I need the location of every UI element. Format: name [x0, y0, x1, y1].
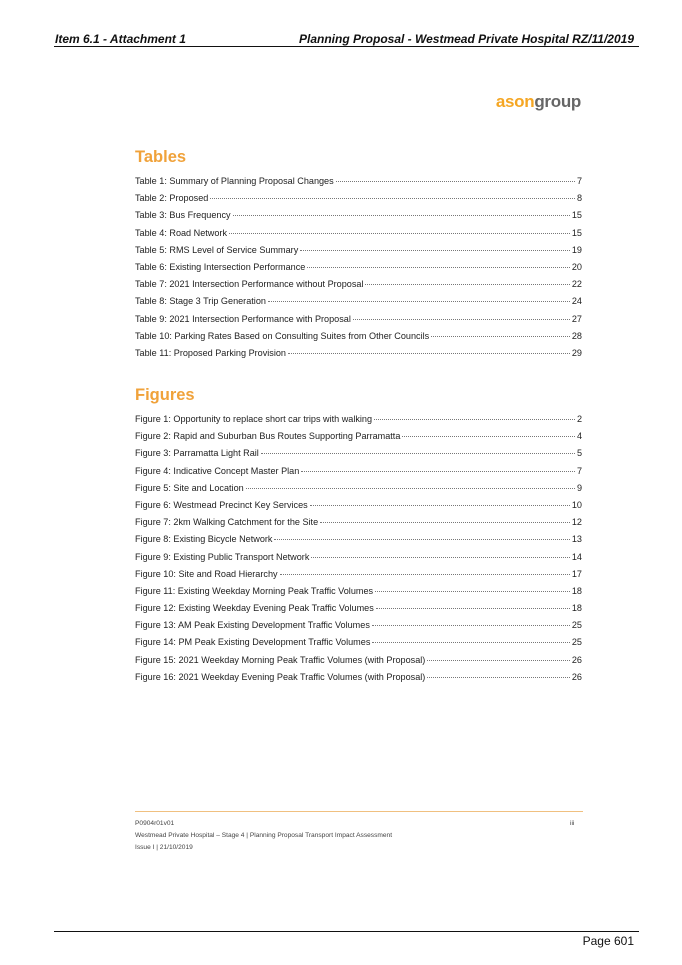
toc-entry[interactable] [135, 603, 582, 620]
toc-entry-page: 26 [571, 654, 582, 665]
toc-entry[interactable] [135, 431, 582, 448]
toc-entry[interactable] [135, 569, 582, 586]
toc-entry[interactable] [135, 314, 582, 331]
toc-dot-leader [274, 539, 569, 540]
toc-entry-label: Figure 15: 2021 Weekday Morning Peak Traffic Volumes (with Proposal) [135, 654, 426, 665]
toc-entry-label: Table 3: Bus Frequency [135, 210, 231, 221]
toc-entry[interactable] [135, 176, 582, 193]
toc-entry-page: 18 [571, 585, 582, 596]
toc-entry-label: Table 4: Road Network [135, 227, 227, 238]
toc-dot-leader [268, 301, 570, 302]
toc-entry-label: Table 9: 2021 Intersection Performance with Proposal [135, 313, 351, 324]
toc-entry[interactable] [135, 620, 582, 637]
toc-entry-label: Figure 5: Site and Location [135, 482, 244, 493]
toc-dot-leader [233, 215, 570, 216]
toc-entry-label: Table 2: Proposed [135, 193, 209, 204]
toc-dot-leader [210, 198, 575, 199]
toc-entry[interactable] [135, 637, 582, 654]
toc-entry[interactable] [135, 655, 582, 672]
toc-entry-label: Table 1: Summary of Planning Proposal Changes [135, 176, 334, 186]
bottom-divider [54, 931, 639, 932]
toc-entry-label: Figure 14: PM Peak Existing Development Traffic Volumes [135, 637, 371, 648]
toc-entry-label: Figure 9: Existing Public Transport Network [135, 551, 310, 562]
asongroup-logo [496, 92, 581, 112]
toc-entry-page: 27 [571, 313, 582, 324]
toc-dot-leader [402, 436, 575, 437]
toc-dot-leader [353, 319, 570, 320]
toc-entry[interactable] [135, 296, 582, 313]
logo-part-ason: ason [495, 92, 535, 111]
toc-entry-label: Figure 16: 2021 Weekday Evening Peak Traffic Volumes (with Proposal) [135, 671, 426, 682]
toc-dot-leader [427, 677, 570, 678]
toc-entry-page: 4 [576, 431, 582, 442]
toc-entry-page: 8 [576, 193, 582, 204]
toc-entry-label: Table 7: 2021 Intersection Performance without Proposal [135, 279, 364, 290]
figures-heading: Figures [135, 386, 195, 404]
toc-entry-label: Figure 11: Existing Weekday Morning Peak Traffic Volumes [135, 585, 374, 596]
toc-dot-leader [375, 591, 570, 592]
toc-dot-leader [246, 488, 575, 489]
toc-dot-leader [311, 557, 570, 558]
footer-divider [135, 811, 583, 812]
toc-entry[interactable] [135, 193, 582, 210]
toc-entry-label: Figure 4: Indicative Concept Master Plan [135, 465, 300, 476]
toc-dot-leader [374, 419, 575, 420]
toc-entry-page: 20 [571, 261, 582, 272]
toc-entry-page: 19 [571, 244, 582, 255]
toc-entry[interactable] [135, 414, 582, 431]
toc-entry-label: Figure 8: Existing Bicycle Network [135, 534, 273, 545]
toc-dot-leader [365, 284, 569, 285]
toc-entry-label: Figure 7: 2km Walking Catchment for the Site [135, 517, 319, 528]
toc-dot-leader [261, 453, 575, 454]
toc-dot-leader [427, 660, 570, 661]
toc-dot-leader [372, 625, 570, 626]
toc-entry-page: 25 [571, 637, 582, 648]
toc-entry-page: 22 [571, 279, 582, 290]
toc-entry-page: 13 [571, 534, 582, 545]
toc-entry[interactable] [135, 552, 582, 569]
toc-entry[interactable] [135, 483, 582, 500]
toc-dot-leader [310, 505, 570, 506]
toc-dot-leader [320, 522, 570, 523]
toc-entry[interactable] [135, 210, 582, 227]
toc-entry[interactable] [135, 517, 582, 534]
toc-entry[interactable] [135, 245, 582, 262]
toc-entry-page: 14 [571, 551, 582, 562]
toc-entry-label: Table 10: Parking Rates Based on Consulting Suites from Other Councils [135, 330, 430, 341]
toc-entry-label: Table 11: Proposed Parking Provision [135, 347, 286, 358]
footer-page-roman: iii [570, 820, 575, 827]
toc-entry-label: Figure 13: AM Peak Existing Development Traffic Volumes [135, 620, 370, 631]
toc-entry-page: 12 [571, 517, 582, 528]
toc-entry[interactable] [135, 279, 582, 296]
toc-entry-label: Table 5: RMS Level of Service Summary [135, 244, 299, 255]
header-document-title: Planning Proposal - Westmead Private Hospital RZ/11/2019 [299, 32, 634, 46]
toc-dot-leader [431, 336, 570, 337]
toc-dot-leader [229, 233, 570, 234]
toc-entry-page: 25 [571, 620, 582, 631]
toc-dot-leader [372, 642, 570, 643]
toc-entry-page: 2 [576, 414, 582, 424]
toc-entry[interactable] [135, 586, 582, 603]
toc-entry[interactable] [135, 448, 582, 465]
toc-dot-leader [336, 181, 575, 182]
toc-dot-leader [301, 471, 575, 472]
toc-entry-label: Figure 1: Opportunity to replace short car trips with walking [135, 414, 373, 424]
toc-entry-label: Figure 6: Westmead Precinct Key Services [135, 499, 308, 510]
header-attachment-label: Item 6.1 - Attachment 1 [55, 32, 186, 46]
toc-entry[interactable] [135, 672, 582, 689]
toc-entry-page: 10 [571, 499, 582, 510]
logo-part-group: group [534, 92, 581, 111]
toc-dot-leader [300, 250, 570, 251]
toc-entry[interactable] [135, 500, 582, 517]
toc-entry-page: 15 [571, 227, 582, 238]
toc-entry-label: Table 8: Stage 3 Trip Generation [135, 296, 266, 307]
footer-project: Westmead Private Hospital – Stage 4 | Planning Proposal Transport Impact Assessment [135, 832, 393, 839]
toc-dot-leader [280, 574, 570, 575]
toc-entry-page: 28 [571, 330, 582, 341]
toc-entry[interactable] [135, 331, 582, 348]
toc-entry-page: 15 [571, 210, 582, 221]
toc-entry-page: 26 [571, 671, 582, 682]
toc-dot-leader [288, 353, 570, 354]
toc-entry-label: Figure 2: Rapid and Suburban Bus Routes Supporting Parramatta [135, 431, 401, 442]
tables-heading: Tables [135, 148, 187, 166]
toc-entry-page: 29 [571, 347, 582, 358]
footer-reference: P0904r01v01 [135, 820, 175, 827]
toc-dot-leader [307, 267, 570, 268]
toc-entry-page: 24 [571, 296, 582, 307]
tables-list [135, 176, 582, 365]
toc-entry-page: 7 [576, 465, 582, 476]
toc-entry[interactable] [135, 348, 582, 365]
toc-entry-label: Figure 3: Parramatta Light Rail [135, 448, 259, 459]
toc-entry-label: Table 6: Existing Intersection Performance [135, 261, 306, 272]
toc-entry-page: 7 [576, 176, 582, 186]
toc-entry[interactable] [135, 466, 582, 483]
footer-issue: Issue I | 21/10/2019 [135, 844, 193, 851]
toc-entry-page: 17 [571, 568, 582, 579]
toc-entry[interactable] [135, 262, 582, 279]
figures-list [135, 414, 582, 689]
page-number: Page 601 [582, 934, 634, 948]
toc-entry-page: 5 [576, 448, 582, 459]
toc-entry-page: 9 [576, 482, 582, 493]
toc-entry-label: Figure 10: Site and Road Hierarchy [135, 568, 278, 579]
header-divider [54, 46, 639, 47]
toc-entry[interactable] [135, 534, 582, 551]
toc-entry-label: Figure 12: Existing Weekday Evening Peak Traffic Volumes [135, 603, 374, 614]
toc-entry-page: 18 [571, 603, 582, 614]
toc-entry[interactable] [135, 228, 582, 245]
toc-dot-leader [376, 608, 570, 609]
